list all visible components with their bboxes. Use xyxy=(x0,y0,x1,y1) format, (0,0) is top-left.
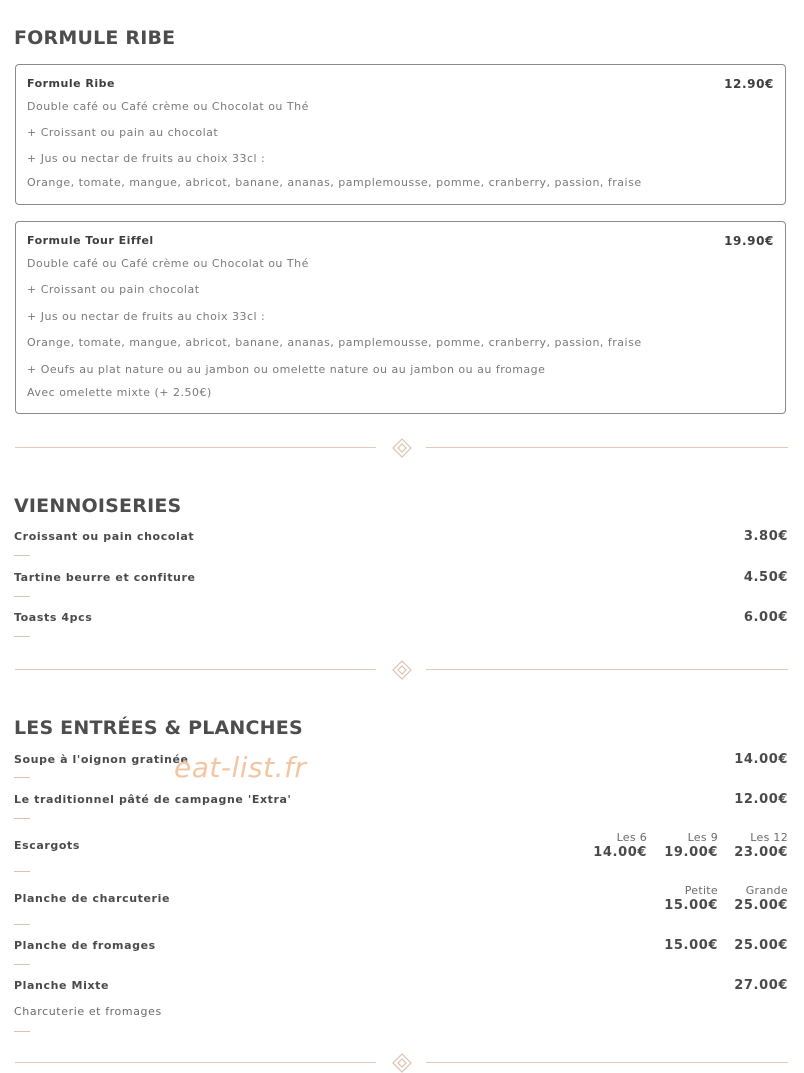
section-title-formule: FORMULE RIBE xyxy=(14,27,176,49)
menu-item-price: 25.00€ xyxy=(734,898,788,913)
formule-line: + Croissant ou pain au chocolat xyxy=(27,126,219,139)
section-title-entrees: LES ENTRÉES & PLANCHES xyxy=(14,717,303,739)
menu-item-description: Charcuterie et fromages xyxy=(14,1005,162,1018)
divider-rule xyxy=(426,1062,788,1063)
divider-rule xyxy=(426,669,788,670)
formule-name: Formule Tour Eiffel xyxy=(27,234,154,247)
menu-item-name: Planche Mixte xyxy=(14,979,110,992)
menu-item-name: Toasts 4pcs xyxy=(14,611,93,624)
divider-rule xyxy=(15,1062,376,1063)
menu-item-name: Planche de fromages xyxy=(14,939,156,952)
menu-item-price: 14.00€ xyxy=(593,845,647,860)
menu-item-price: 15.00€ xyxy=(664,938,718,953)
formule-name: Formule Ribe xyxy=(27,77,115,90)
item-separator xyxy=(14,1031,30,1032)
item-separator xyxy=(14,871,30,872)
item-separator xyxy=(14,555,30,556)
formule-line: + Jus ou nectar de fruits au choix 33cl : xyxy=(27,310,266,323)
divider-rule xyxy=(15,447,376,448)
menu-item-price: 15.00€ xyxy=(664,898,718,913)
section-title-viennoiseries: VIENNOISERIES xyxy=(14,495,182,517)
section-divider xyxy=(15,438,788,458)
menu-item-name: Soupe à l'oignon gratinée xyxy=(14,753,189,766)
menu-item-price: 4.50€ xyxy=(743,570,788,585)
formule-price: 12.90€ xyxy=(724,77,774,91)
menu-item-name: Le traditionnel pâté de campagne 'Extra' xyxy=(14,793,292,806)
formule-line: + Jus ou nectar de fruits au choix 33cl : xyxy=(27,152,266,165)
item-separator xyxy=(14,964,30,965)
item-separator xyxy=(14,818,30,819)
formule-line: Double café ou Café crème ou Chocolat ou Thé xyxy=(27,100,309,113)
menu-item-name: Croissant ou pain chocolat xyxy=(14,530,195,543)
formule-price: 19.90€ xyxy=(724,234,774,248)
size-label: Les 6 xyxy=(616,831,647,844)
menu-item-price: 19.00€ xyxy=(664,845,718,860)
section-divider xyxy=(15,1053,788,1073)
item-separator xyxy=(14,924,30,925)
menu-item-price: 27.00€ xyxy=(734,978,788,993)
menu-item-price: 12.00€ xyxy=(734,792,788,807)
item-separator xyxy=(14,636,30,637)
menu-item-price: 3.80€ xyxy=(743,529,788,544)
menu-item-price: 14.00€ xyxy=(734,752,788,767)
diamond-icon xyxy=(392,1053,412,1073)
menu-item-price: 6.00€ xyxy=(743,610,788,625)
menu-item-name: Tartine beurre et confiture xyxy=(14,571,196,584)
formule-card-tour-eiffel xyxy=(15,221,786,414)
divider-rule xyxy=(426,447,788,448)
section-divider xyxy=(15,660,788,680)
diamond-icon xyxy=(392,660,412,680)
menu-item-name: Escargots xyxy=(14,839,81,852)
size-label: Les 12 xyxy=(750,831,788,844)
formule-line: + Croissant ou pain chocolat xyxy=(27,283,200,296)
item-separator xyxy=(14,777,30,778)
formule-line: Orange, tomate, mangue, abricot, banane, ananas, pamplemousse, pomme, cranberry, passion, fraise xyxy=(27,336,642,349)
item-separator xyxy=(14,596,30,597)
divider-rule xyxy=(15,669,376,670)
formule-line: Avec omelette mixte (+ 2.50€) xyxy=(27,386,212,399)
formule-card-ribe xyxy=(15,64,786,205)
menu-item-price: 25.00€ xyxy=(734,938,788,953)
watermark: eat-list.fr xyxy=(174,751,307,784)
formule-line: Double café ou Café crème ou Chocolat ou Thé xyxy=(27,257,309,270)
size-label: Grande xyxy=(745,884,788,897)
diamond-icon xyxy=(392,438,412,458)
menu-item-price: 23.00€ xyxy=(734,845,788,860)
size-label: Petite xyxy=(684,884,718,897)
formule-line: + Oeufs au plat nature ou au jambon ou omelette nature ou au jambon ou au fromage xyxy=(27,363,546,376)
size-label: Les 9 xyxy=(687,831,718,844)
formule-line: Orange, tomate, mangue, abricot, banane, ananas, pamplemousse, pomme, cranberry, passion, fraise xyxy=(27,176,642,189)
menu-item-name: Planche de charcuterie xyxy=(14,892,171,905)
